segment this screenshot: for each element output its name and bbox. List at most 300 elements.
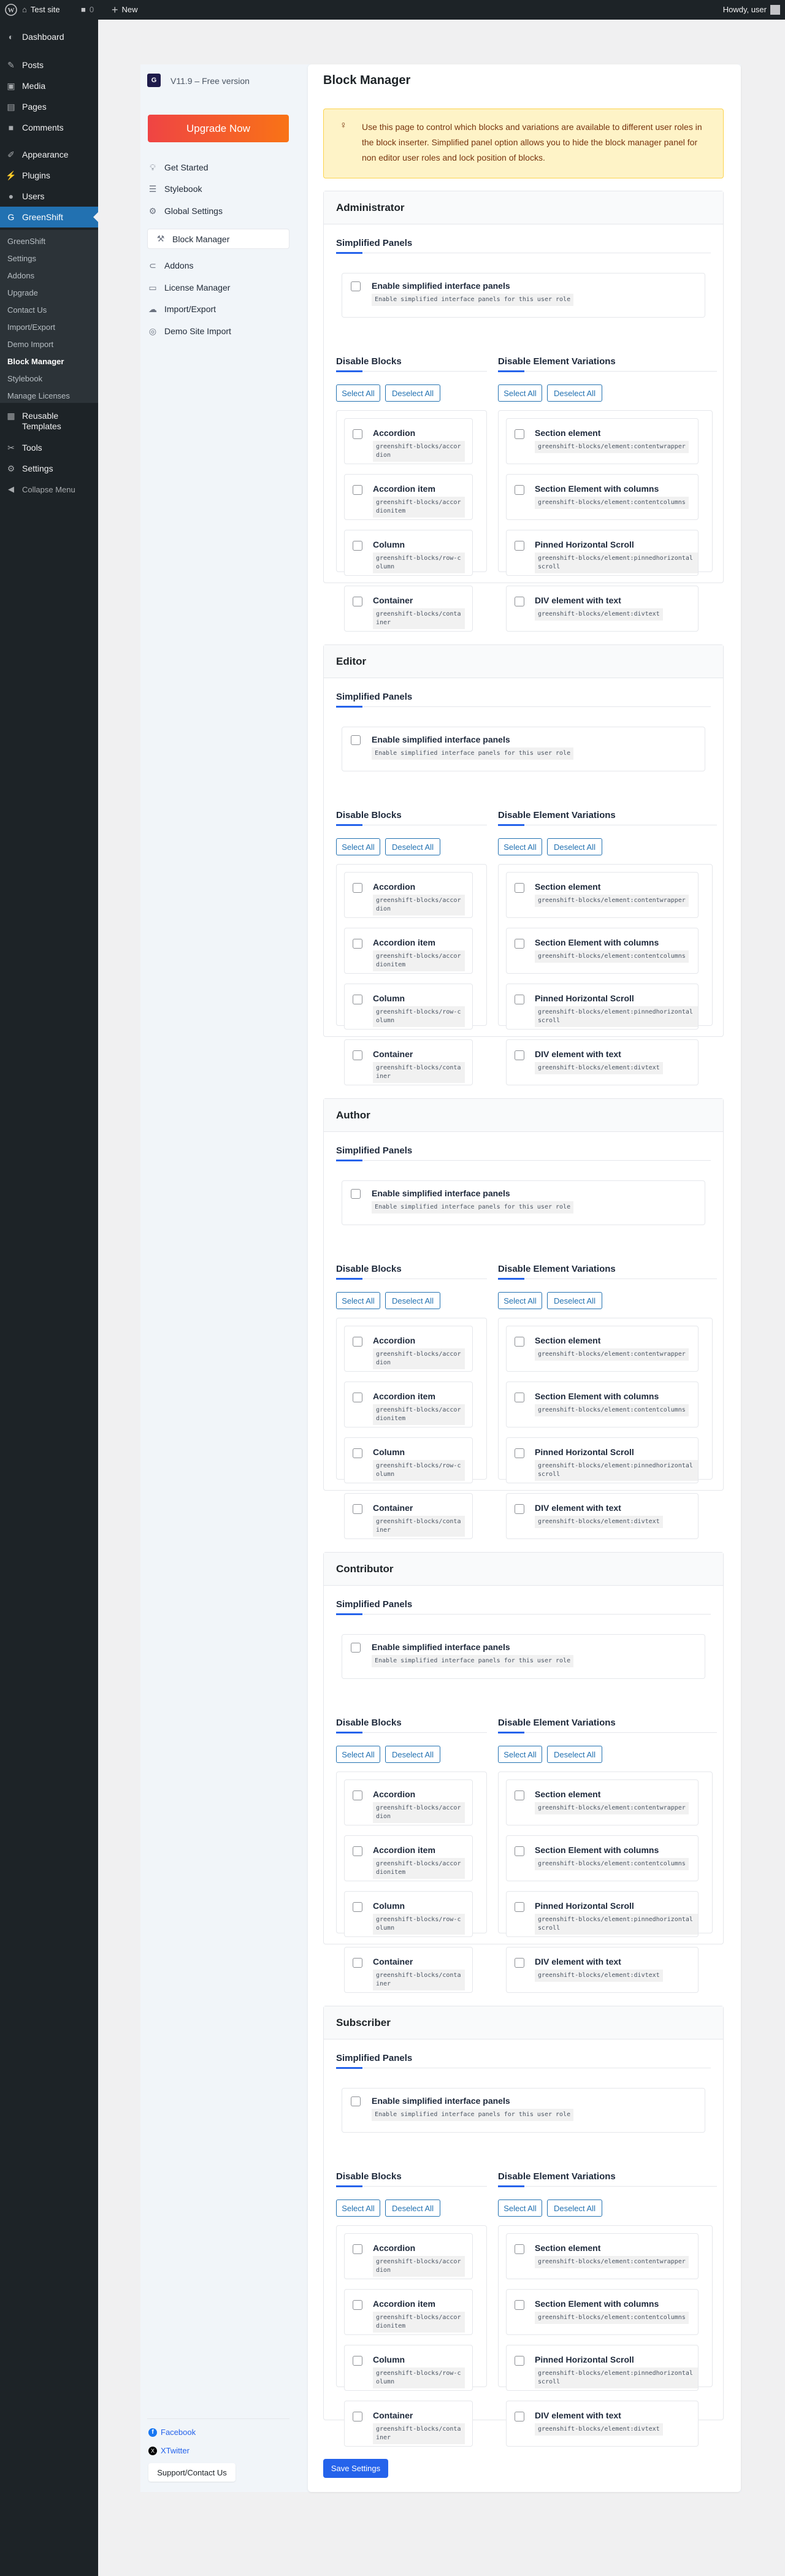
greenshift-logo: G xyxy=(147,74,161,87)
item-code: greenshift-blocks/container xyxy=(373,608,465,629)
item-checkbox[interactable] xyxy=(515,995,524,1004)
item-code: greenshift-blocks/element:divtext xyxy=(535,2423,663,2436)
wordpress-logo-icon[interactable] xyxy=(5,0,17,20)
submenu-import-export[interactable]: Import/Export xyxy=(7,323,56,332)
simplified-panel-checkbox[interactable] xyxy=(351,1189,361,1199)
option-code: Enable simplified interface panels for this user role xyxy=(372,747,573,760)
item-title: Container xyxy=(373,2410,413,2420)
item-checkbox[interactable] xyxy=(353,541,362,551)
simplified-panel-checkbox[interactable] xyxy=(351,1643,361,1653)
simplified-panel-checkbox[interactable] xyxy=(351,2096,361,2106)
item-checkbox[interactable] xyxy=(353,2356,362,2366)
list-item[interactable] xyxy=(344,1382,473,1428)
menu-label: Reusable Templates xyxy=(22,411,61,431)
list-item[interactable] xyxy=(506,1039,699,1085)
list-item[interactable] xyxy=(506,530,699,576)
deselect-all-button[interactable]: Deselect All xyxy=(385,1746,440,1763)
item-title: Accordion item xyxy=(373,1845,435,1855)
item-title: Accordion xyxy=(373,428,416,438)
list-item[interactable] xyxy=(344,418,473,464)
item-title: Container xyxy=(373,1049,413,1059)
item-code: greenshift-blocks/container xyxy=(373,1516,465,1537)
menu-appearance[interactable] xyxy=(0,144,98,165)
disable-variations-list[interactable] xyxy=(498,2225,713,2433)
submenu-upgrade[interactable]: Upgrade xyxy=(7,288,38,297)
list-item[interactable] xyxy=(344,2289,473,2335)
new-content-link[interactable] xyxy=(112,0,138,20)
menu-label: Plugins xyxy=(22,170,50,180)
nav-block-manager[interactable] xyxy=(147,229,289,249)
notice-text: Use this page to control which blocks and variations are available to different user roles in the block inserter. Simplified panel option allows you to hide the block manager panel for non editor user roles and lock position of blocks. xyxy=(362,122,702,162)
simplified-panels-heading: Simplified Panels xyxy=(336,2053,413,2063)
divider xyxy=(147,2418,289,2419)
item-checkbox[interactable] xyxy=(515,2412,524,2421)
menu-reusable-templates[interactable] xyxy=(0,408,98,434)
item-code: greenshift-blocks/container xyxy=(373,1062,465,1083)
submenu-manage-licenses[interactable]: Manage Licenses xyxy=(7,391,70,400)
menu-plugins[interactable] xyxy=(0,165,98,186)
upgrade-now-button[interactable]: Upgrade Now xyxy=(148,115,289,142)
disable-variations-heading: Disable Element Variations xyxy=(498,810,616,820)
info-notice xyxy=(323,109,724,178)
item-checkbox[interactable] xyxy=(515,2300,524,2310)
version-label: V11.9 – Free version xyxy=(170,76,250,86)
heading-underline xyxy=(336,252,362,254)
divider xyxy=(363,1160,711,1161)
greenshift-icon: G xyxy=(7,212,15,222)
menu-label: Pages xyxy=(22,102,47,112)
heading-underline xyxy=(336,2185,362,2187)
list-item[interactable] xyxy=(344,2401,473,2447)
list-item[interactable] xyxy=(506,984,699,1030)
list-item[interactable] xyxy=(344,474,473,520)
menu-label: Posts xyxy=(22,60,44,70)
nav-addons[interactable] xyxy=(147,256,193,275)
item-checkbox[interactable] xyxy=(515,1504,524,1514)
item-code: greenshift-blocks/element:contentwrapper xyxy=(535,895,689,907)
item-code: greenshift-blocks/row-column xyxy=(373,552,465,573)
item-checkbox[interactable] xyxy=(353,597,362,606)
heading-underline xyxy=(336,1278,362,1280)
divider xyxy=(524,2186,717,2187)
item-checkbox[interactable] xyxy=(515,1958,524,1968)
nav-label: Demo Site Import xyxy=(164,326,231,336)
disable-variations-heading: Disable Element Variations xyxy=(498,1718,616,1728)
item-code: greenshift-blocks/element:contentcolumns xyxy=(535,1404,689,1416)
menu-label: GreenShift xyxy=(22,212,63,222)
heading-underline xyxy=(336,1160,362,1161)
item-code: greenshift-blocks/element:divtext xyxy=(535,1516,663,1528)
nav-demo-site-import[interactable] xyxy=(147,322,231,340)
item-title: Container xyxy=(373,1957,413,1966)
admin-bar xyxy=(0,0,785,20)
list-item[interactable] xyxy=(506,872,699,918)
role-title: Subscriber xyxy=(324,2006,723,2039)
role-title: Contributor xyxy=(324,1553,723,1586)
item-code: greenshift-blocks/element:divtext xyxy=(535,1062,663,1074)
menu-comments[interactable] xyxy=(0,117,98,138)
submenu-stylebook[interactable]: Stylebook xyxy=(7,374,43,383)
divider xyxy=(524,1732,717,1733)
list-item[interactable] xyxy=(344,1835,473,1881)
list-item[interactable] xyxy=(506,418,699,464)
heading-underline xyxy=(498,370,524,372)
item-checkbox[interactable] xyxy=(353,1050,362,1060)
license-icon: ▭ xyxy=(148,282,157,292)
x-icon: X xyxy=(148,2447,157,2455)
disable-variations-heading: Disable Element Variations xyxy=(498,2171,616,2182)
item-title: Accordion xyxy=(373,1336,416,1345)
disable-blocks-list[interactable] xyxy=(336,1771,487,1987)
item-title: Column xyxy=(373,1447,405,1457)
item-title: Section Element with columns xyxy=(535,1845,659,1855)
select-all-button[interactable]: Select All xyxy=(498,384,542,402)
item-checkbox[interactable] xyxy=(515,1791,524,1800)
list-item[interactable] xyxy=(344,1437,473,1483)
list-item[interactable] xyxy=(506,474,699,520)
item-title: Pinned Horizontal Scroll xyxy=(535,540,634,549)
disable-variations-list[interactable] xyxy=(498,1318,713,1525)
option-title: Enable simplified interface panels xyxy=(372,1642,510,1652)
plug-icon: ⚡ xyxy=(6,170,17,180)
menu-dashboard[interactable] xyxy=(0,26,98,47)
dashboard-icon: ◐ xyxy=(8,32,14,42)
item-checkbox[interactable] xyxy=(515,1337,524,1347)
menu-settings[interactable] xyxy=(0,458,98,479)
item-code: greenshift-blocks/element:pinnedhorizontalscroll xyxy=(535,2368,698,2388)
item-checkbox[interactable] xyxy=(353,429,362,439)
item-title: DIV element with text xyxy=(535,2410,621,2420)
item-checkbox[interactable] xyxy=(353,485,362,495)
sliders-icon: ☰ xyxy=(148,183,157,194)
item-code: greenshift-blocks/accordion xyxy=(373,441,465,462)
list-item[interactable] xyxy=(506,2401,699,2447)
disable-variations-list[interactable] xyxy=(498,864,713,1071)
item-checkbox[interactable] xyxy=(515,485,524,495)
option-title: Enable simplified interface panels xyxy=(372,1188,510,1198)
item-code: greenshift-blocks/element:contentcolumns xyxy=(535,2312,689,2324)
nav-license-manager[interactable] xyxy=(147,278,230,297)
heading-underline xyxy=(498,2185,524,2187)
item-checkbox[interactable] xyxy=(353,2300,362,2310)
disable-variations-heading: Disable Element Variations xyxy=(498,1264,616,1274)
svg-text:W: W xyxy=(7,7,15,14)
heading-underline xyxy=(336,1732,362,1733)
item-title: Section element xyxy=(535,882,601,892)
item-code: greenshift-blocks/element:contentcolumns xyxy=(535,497,689,509)
item-title: Section element xyxy=(535,2243,601,2253)
list-item[interactable] xyxy=(506,1493,699,1539)
list-item[interactable] xyxy=(344,1039,473,1085)
list-item[interactable] xyxy=(344,586,473,632)
select-all-button[interactable]: Select All xyxy=(498,838,542,855)
list-item[interactable] xyxy=(506,1437,699,1483)
item-title: Accordion xyxy=(373,882,416,892)
deselect-all-button[interactable]: Deselect All xyxy=(385,838,440,855)
item-checkbox[interactable] xyxy=(353,1448,362,1458)
item-checkbox[interactable] xyxy=(515,2244,524,2254)
item-code: greenshift-blocks/row-column xyxy=(373,1914,465,1935)
menu-pages[interactable] xyxy=(0,96,98,117)
divider xyxy=(362,371,487,372)
option-code: Enable simplified interface panels for this user role xyxy=(372,1201,573,1213)
item-checkbox[interactable] xyxy=(515,1050,524,1060)
list-item[interactable] xyxy=(344,530,473,576)
comment-bubble-icon: ■ xyxy=(81,5,86,14)
select-all-button[interactable]: Select All xyxy=(498,1292,542,1309)
deselect-all-button[interactable]: Deselect All xyxy=(547,1746,602,1763)
item-checkbox[interactable] xyxy=(353,1902,362,1912)
facebook-icon: f xyxy=(148,2428,157,2437)
menu-media[interactable] xyxy=(0,75,98,96)
menu-label: Settings xyxy=(22,464,53,473)
item-checkbox[interactable] xyxy=(353,1337,362,1347)
list-item[interactable] xyxy=(506,1382,699,1428)
menu-label: Tools xyxy=(22,443,42,453)
item-title: DIV element with text xyxy=(535,1049,621,1059)
item-checkbox[interactable] xyxy=(353,1791,362,1800)
nav-label: Block Manager xyxy=(172,234,230,244)
nav-global-settings[interactable] xyxy=(147,202,223,220)
deselect-all-button[interactable]: Deselect All xyxy=(547,2200,602,2217)
list-item[interactable] xyxy=(506,1891,699,1937)
menu-label: Users xyxy=(22,191,45,201)
deselect-all-button[interactable]: Deselect All xyxy=(547,838,602,855)
submenu-block-manager[interactable]: Block Manager xyxy=(7,357,64,366)
list-item[interactable] xyxy=(506,586,699,632)
divider xyxy=(524,1278,717,1279)
item-checkbox[interactable] xyxy=(353,1504,362,1514)
item-title: Column xyxy=(373,2355,405,2364)
list-item[interactable] xyxy=(344,1947,473,1993)
disable-blocks-list[interactable] xyxy=(336,1318,487,1534)
pin-icon: ✎ xyxy=(7,59,15,70)
list-item[interactable] xyxy=(344,872,473,918)
globe-icon: ◎ xyxy=(148,326,157,336)
nav-label: Addons xyxy=(164,261,194,270)
list-item[interactable] xyxy=(506,1835,699,1881)
item-code: greenshift-blocks/element:contentcolumns xyxy=(535,1858,689,1870)
item-checkbox[interactable] xyxy=(515,429,524,439)
heading-underline xyxy=(498,1732,524,1733)
item-code: greenshift-blocks/element:pinnedhorizontalscroll xyxy=(535,1460,698,1481)
facebook-link[interactable] xyxy=(148,2428,196,2437)
list-item[interactable] xyxy=(506,2289,699,2335)
submenu-contact-us[interactable]: Contact Us xyxy=(7,305,47,315)
menu-posts[interactable] xyxy=(0,55,98,75)
my-account-link[interactable] xyxy=(723,0,780,20)
twitter-link[interactable] xyxy=(148,2446,190,2455)
list-item[interactable] xyxy=(506,2345,699,2391)
media-icon: ▣ xyxy=(7,80,15,91)
item-title: Section element xyxy=(535,1336,601,1345)
item-title: Container xyxy=(373,595,413,605)
list-item[interactable] xyxy=(344,928,473,974)
submenu-addons[interactable]: Addons xyxy=(7,271,35,280)
deselect-all-button[interactable]: Deselect All xyxy=(385,1292,440,1309)
greenshift-submenu xyxy=(0,230,98,403)
plus-icon: + xyxy=(112,4,118,16)
select-all-button[interactable]: Select All xyxy=(336,2200,380,2217)
collapse-menu-button[interactable] xyxy=(0,479,98,500)
item-checkbox[interactable] xyxy=(515,883,524,893)
wrench-icon: ✂ xyxy=(7,442,15,453)
item-code: greenshift-blocks/element:divtext xyxy=(535,608,663,621)
list-item[interactable] xyxy=(506,1779,699,1825)
list-item[interactable] xyxy=(506,1947,699,1993)
save-settings-button[interactable]: Save Settings xyxy=(323,2459,388,2478)
select-all-button[interactable]: Select All xyxy=(498,2200,542,2217)
twitter-label: XTwitter xyxy=(161,2446,190,2455)
item-title: Section Element with columns xyxy=(535,2299,659,2309)
nav-get-started[interactable] xyxy=(147,158,209,177)
item-code: greenshift-blocks/accordionitem xyxy=(373,497,465,518)
item-checkbox[interactable] xyxy=(515,1448,524,1458)
list-item[interactable] xyxy=(506,1326,699,1372)
disable-variations-list[interactable] xyxy=(498,1771,713,1979)
item-code: greenshift-blocks/accordionitem xyxy=(373,2312,465,2333)
list-item[interactable] xyxy=(344,984,473,1030)
item-checkbox[interactable] xyxy=(515,2356,524,2366)
submenu-demo-import[interactable]: Demo Import xyxy=(7,340,54,349)
heading-underline xyxy=(336,824,362,826)
disable-blocks-heading: Disable Blocks xyxy=(336,1264,402,1274)
item-title: Accordion item xyxy=(373,1391,435,1401)
site-name-label: Test site xyxy=(30,5,60,14)
list-item[interactable] xyxy=(344,1326,473,1372)
menu-label: Media xyxy=(22,81,46,91)
select-all-button[interactable]: Select All xyxy=(336,1292,380,1309)
item-code: greenshift-blocks/element:contentcolumns xyxy=(535,950,689,963)
list-item[interactable] xyxy=(344,1779,473,1825)
item-checkbox[interactable] xyxy=(515,1846,524,1856)
disable-variations-list[interactable] xyxy=(498,410,713,617)
list-item[interactable] xyxy=(344,2345,473,2391)
heading-underline xyxy=(498,1278,524,1280)
option-code: Enable simplified interface panels for this user role xyxy=(372,294,573,306)
menu-label: Collapse Menu xyxy=(22,484,75,494)
option-code: Enable simplified interface panels for this user role xyxy=(372,2109,573,2121)
item-checkbox[interactable] xyxy=(515,541,524,551)
greeting-label: Howdy, user xyxy=(722,5,767,14)
item-code: greenshift-blocks/row-column xyxy=(373,1006,465,1027)
comments-link[interactable] xyxy=(81,0,94,20)
item-checkbox[interactable] xyxy=(353,2412,362,2421)
item-title: Pinned Horizontal Scroll xyxy=(535,2355,634,2364)
item-checkbox[interactable] xyxy=(353,1393,362,1402)
nav-label: License Manager xyxy=(164,283,231,292)
item-title: Section Element with columns xyxy=(535,484,659,494)
heading-underline xyxy=(336,1613,362,1615)
item-title: Accordion xyxy=(373,1789,416,1799)
submenu-settings[interactable]: Settings xyxy=(7,254,36,263)
item-title: Accordion item xyxy=(373,938,435,947)
comments-count: 0 xyxy=(89,5,94,14)
list-item[interactable] xyxy=(344,1891,473,1937)
item-title: Section Element with columns xyxy=(535,938,659,947)
item-title: Section element xyxy=(535,1789,601,1799)
menu-label: Dashboard xyxy=(22,32,64,42)
item-checkbox[interactable] xyxy=(353,1846,362,1856)
lightbulb-icon: 💡︎ xyxy=(150,162,156,172)
simplified-panels-heading: Simplified Panels xyxy=(336,1599,413,1610)
new-label: New xyxy=(121,5,138,14)
item-checkbox[interactable] xyxy=(353,939,362,949)
disable-blocks-list[interactable] xyxy=(336,2225,487,2441)
list-item[interactable] xyxy=(344,2233,473,2279)
page-icon: ▤ xyxy=(7,101,15,112)
disable-blocks-list[interactable] xyxy=(336,864,487,1080)
select-all-button[interactable]: Select All xyxy=(336,838,380,855)
item-title: Column xyxy=(373,1901,405,1911)
menu-greenshift[interactable] xyxy=(0,207,98,227)
simplified-panel-checkbox[interactable] xyxy=(351,281,361,291)
role-title: Administrator xyxy=(324,191,723,224)
list-item[interactable] xyxy=(344,1493,473,1539)
item-title: Section element xyxy=(535,428,601,438)
item-code: greenshift-blocks/element:divtext xyxy=(535,1970,663,1982)
deselect-all-button[interactable]: Deselect All xyxy=(547,384,602,402)
submenu-greenshift[interactable]: GreenShift xyxy=(7,237,46,246)
settings-icon: ⚙ xyxy=(7,463,15,473)
site-name-link[interactable] xyxy=(22,0,60,20)
item-checkbox[interactable] xyxy=(353,995,362,1004)
nav-import-export[interactable] xyxy=(147,300,216,318)
item-checkbox[interactable] xyxy=(353,883,362,893)
list-item[interactable] xyxy=(506,2233,699,2279)
deselect-all-button[interactable]: Deselect All xyxy=(385,2200,440,2217)
select-all-button[interactable]: Select All xyxy=(498,1746,542,1763)
item-checkbox[interactable] xyxy=(353,2244,362,2254)
user-icon: ● xyxy=(8,191,14,201)
item-checkbox[interactable] xyxy=(515,1902,524,1912)
menu-label: Appearance xyxy=(22,150,69,159)
nav-stylebook[interactable] xyxy=(147,180,202,198)
item-checkbox[interactable] xyxy=(515,597,524,606)
menu-tools[interactable] xyxy=(0,437,98,458)
simplified-panel-checkbox[interactable] xyxy=(351,735,361,745)
item-title: Section Element with columns xyxy=(535,1391,659,1401)
disable-blocks-list[interactable] xyxy=(336,410,487,626)
disable-blocks-heading: Disable Blocks xyxy=(336,810,402,820)
item-code: greenshift-blocks/accordion xyxy=(373,895,465,915)
item-title: DIV element with text xyxy=(535,595,621,605)
heading-underline xyxy=(336,706,362,708)
support-contact-button[interactable]: Support/Contact Us xyxy=(148,2463,236,2482)
select-all-button[interactable]: Select All xyxy=(336,1746,380,1763)
item-checkbox[interactable] xyxy=(515,939,524,949)
nav-label: Import/Export xyxy=(164,304,216,314)
item-code: greenshift-blocks/container xyxy=(373,2423,465,2444)
tool-icon: ⚒ xyxy=(156,234,165,243)
heading-underline xyxy=(498,824,524,826)
item-code: greenshift-blocks/accordionitem xyxy=(373,950,465,971)
item-code: greenshift-blocks/element:pinnedhorizontalscroll xyxy=(535,552,698,573)
heading-underline xyxy=(336,2067,362,2069)
simplified-panels-heading: Simplified Panels xyxy=(336,238,413,248)
gear-icon: ⚙ xyxy=(148,205,157,216)
item-title: Column xyxy=(373,993,405,1003)
select-all-button[interactable]: Select All xyxy=(336,384,380,402)
avatar xyxy=(770,5,780,15)
deselect-all-button[interactable]: Deselect All xyxy=(547,1292,602,1309)
deselect-all-button[interactable]: Deselect All xyxy=(385,384,440,402)
item-title: Pinned Horizontal Scroll xyxy=(535,993,634,1003)
item-checkbox[interactable] xyxy=(515,1393,524,1402)
list-item[interactable] xyxy=(506,928,699,974)
menu-users[interactable] xyxy=(0,186,98,207)
item-checkbox[interactable] xyxy=(353,1958,362,1968)
